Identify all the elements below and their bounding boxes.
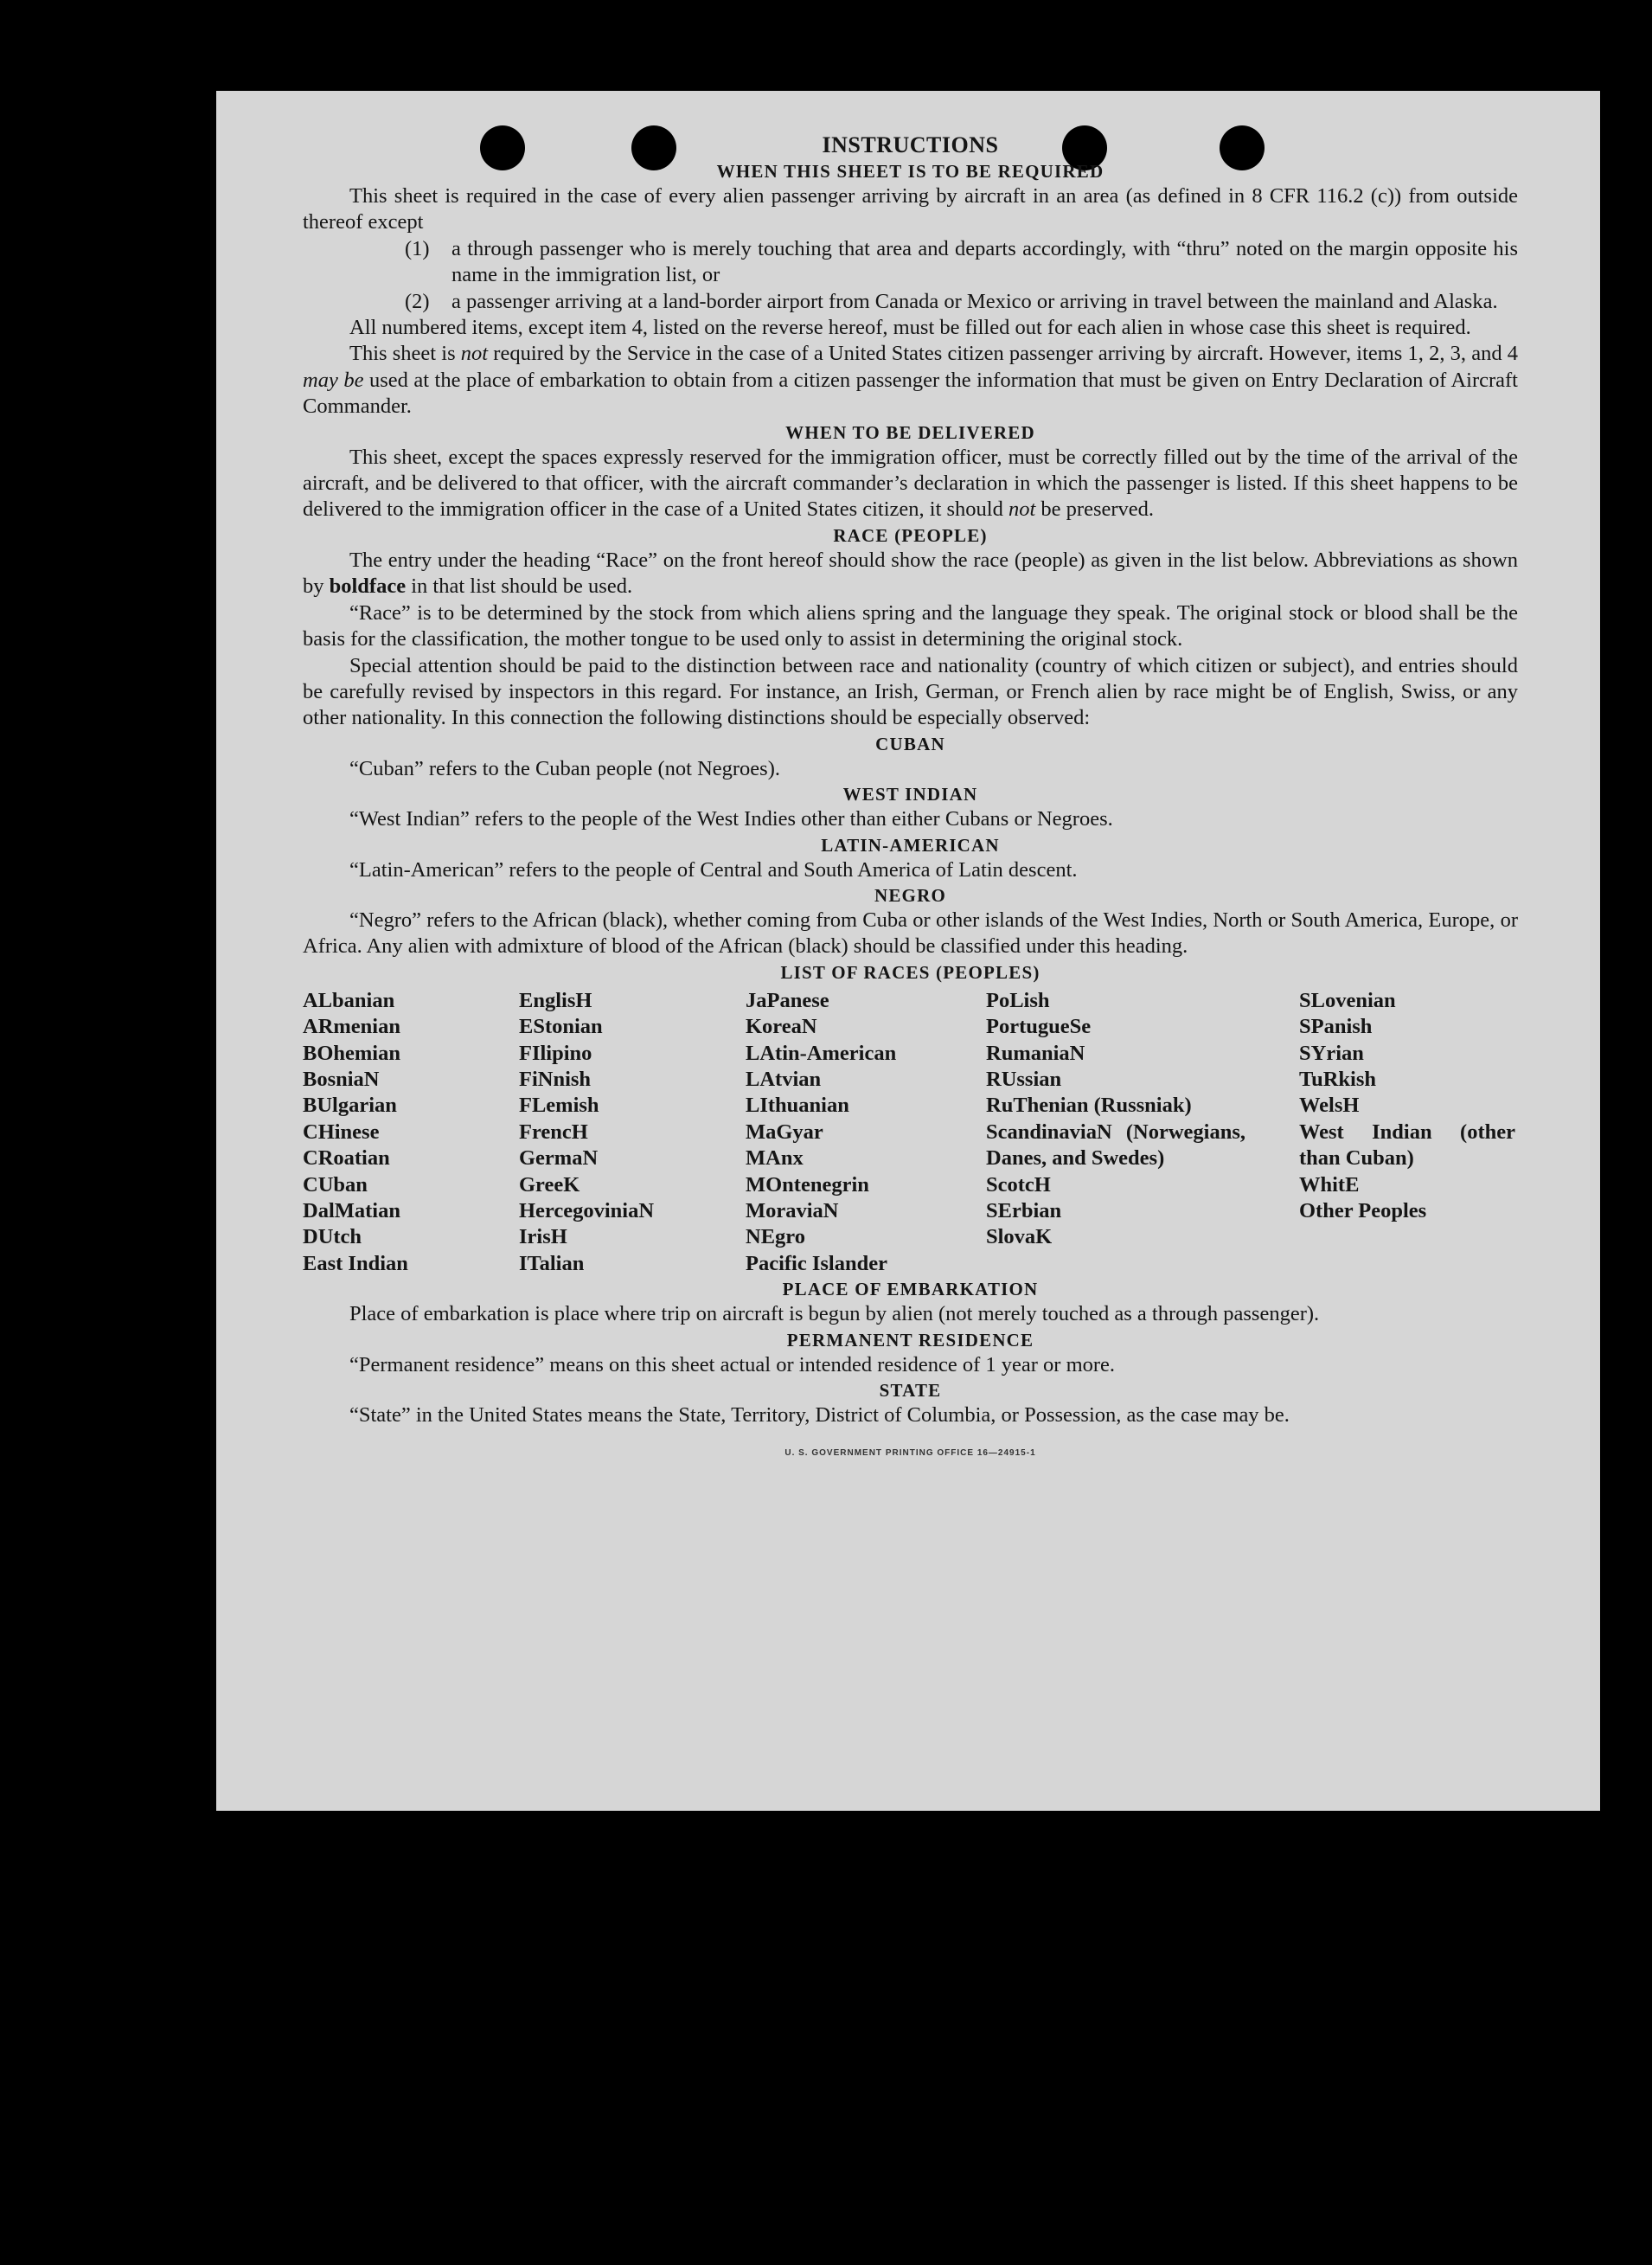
paragraph: “Cuban” refers to the Cuban people (not Negroes).	[349, 756, 780, 780]
race-item: SlovaK	[986, 1225, 1053, 1249]
race-item: DUtch	[303, 1225, 362, 1249]
section-heading-latin-american: LATIN-AMERICAN	[821, 834, 1000, 856]
race-item: ITalian	[519, 1251, 585, 1275]
race-item: JaPanese	[746, 988, 829, 1012]
paragraph: “State” in the United States means the State, Territory, District of Columbia, or Possession, as the case may be.	[349, 1403, 1290, 1428]
races-column	[1299, 988, 1524, 1277]
race-item: RUssian	[986, 1067, 1062, 1091]
race-item: FLemish	[519, 1094, 599, 1118]
race-item: WhitE	[1299, 1172, 1360, 1197]
race-item: East Indian	[303, 1251, 408, 1275]
race-item: BUlgarian	[303, 1094, 397, 1118]
race-item: CHinese	[303, 1120, 380, 1144]
races-column	[519, 988, 746, 1277]
paragraph: This sheet, except the spaces expressly reserved for the immigration officer, must be correctly filled out by the time of the arrival of the aircraft, and be delivered to that officer, with the aircraft commander’s declaration in which the passenger is listed. If this sheet happens to be delivered to the immigration officer in the case of a United States citizen, it should not be preserved.	[303, 445, 1518, 522]
paragraph: “West Indian” refers to the people of the West Indies other than either Cubans or Negroes.	[349, 807, 1113, 831]
race-item: NEgro	[746, 1225, 805, 1249]
race-item: HercegoviniaN	[519, 1199, 655, 1222]
race-item: FrencH	[519, 1120, 588, 1144]
race-item: MOntenegrin	[746, 1172, 869, 1197]
paragraph: “Race” is to be determined by the stock from which aliens spring and the language they speak. The original stock or blood shall be the basis for the classification, the mother tongue to be used only to assist in determining the original stock.	[303, 600, 1518, 651]
section-heading-list-of-races: LIST OF RACES (PEOPLES)	[780, 961, 1041, 983]
paragraph: The entry under the heading “Race” on the front hereof should show the race (people) as given in the list below. Abbreviations as shown by boldface in that list should be used.	[303, 548, 1518, 599]
race-item: KoreaN	[746, 1015, 817, 1039]
race-item: DalMatian	[303, 1199, 400, 1222]
races-column	[746, 988, 986, 1277]
race-item: GreeK	[519, 1172, 580, 1197]
race-item: ScotcH	[986, 1172, 1051, 1197]
section-heading-race: RACE (PEOPLE)	[833, 524, 988, 546]
race-item: FIlipino	[519, 1041, 592, 1065]
race-item: MaGyar	[746, 1120, 823, 1144]
race-item: RuThenian (Russniak)	[986, 1094, 1192, 1118]
paragraph: Special attention should be paid to the distinction between race and nationality (country of which citizen or subject), and entries should be carefully revised by inspectors in this regard. For instance, an Irish, German, or French alien by race might be of English, Swiss, or any other nationality. In this connection the following distinctions should be especially observed:	[303, 653, 1518, 730]
printer-imprint: U. S. GOVERNMENT PRINTING OFFICE 16—24915-1	[784, 1448, 1036, 1459]
race-item: CRoatian	[303, 1146, 390, 1171]
race-item: ScandinaviaN (Norwegians, Danes, and Swedes)	[986, 1120, 1245, 1171]
section-heading-cuban: CUBAN	[875, 733, 945, 754]
race-item: SPanish	[1299, 1015, 1373, 1039]
race-item: EnglisH	[519, 988, 592, 1012]
paragraph: This sheet is required in the case of every alien passenger arriving by aircraft in an area (as defined in 8 CFR 116.2 (c)) from outside thereof except	[303, 184, 1518, 234]
race-item: ALbanian	[303, 988, 395, 1012]
race-item: EStonian	[519, 1015, 603, 1039]
race-item: BosniaN	[303, 1067, 380, 1091]
paragraph: This sheet is not required by the Service in the case of a United States citizen passenger arriving by aircraft. However, items 1, 2, 3, and 4 may be used at the place of embarkation to obtain from a citizen passenger the information that must be given on Entry Declaration of Aircraft Commander.	[303, 342, 1519, 419]
races-column	[303, 988, 519, 1277]
races-table	[303, 988, 1518, 1277]
section-heading-residence: PERMANENT RESIDENCE	[786, 1329, 1034, 1351]
list-item	[303, 236, 1518, 289]
paragraph: “Latin-American” refers to the people of Central and South America of Latin descent.	[349, 857, 1078, 882]
item-number: (2)	[405, 289, 430, 313]
race-item: BOhemian	[303, 1041, 400, 1065]
race-item: IrisH	[519, 1225, 567, 1249]
race-item: PortugueSe	[986, 1015, 1092, 1039]
section-heading-state: STATE	[879, 1380, 942, 1402]
race-item: MAnx	[746, 1146, 804, 1171]
race-item: Other Peoples	[1299, 1199, 1427, 1222]
instruction-sheet	[216, 91, 1600, 1811]
race-item: TuRkish	[1299, 1067, 1377, 1091]
race-item: GermaN	[519, 1146, 599, 1171]
race-item: PoLish	[986, 988, 1050, 1012]
race-item: SYrian	[1299, 1041, 1364, 1065]
race-item: SErbian	[986, 1199, 1062, 1222]
race-item: WelsH	[1299, 1094, 1360, 1118]
paragraph: “Permanent residence” means on this sheet actual or intended residence of 1 year or more.	[349, 1352, 1116, 1376]
page-title: INSTRUCTIONS	[822, 132, 999, 157]
paragraph: “Negro” refers to the African (black), whether coming from Cuba or other islands of the West Indies, North or South America, Europe, or Africa. Any alien with admixture of blood of the African (black) should be classified under this heading.	[303, 908, 1518, 959]
race-item: SLovenian	[1299, 988, 1396, 1012]
races-column	[986, 988, 1299, 1277]
race-item: FiNnish	[519, 1067, 592, 1091]
item-text: a through passenger who is merely touching that area and departs accordingly, with “thru” noted on the margin opposite his name in the immigration list, or	[451, 236, 1518, 287]
race-item: LIthuanian	[746, 1094, 849, 1118]
item-text: a passenger arriving at a land-border airport from Canada or Mexico or arriving in travel between the mainland and Alaska.	[451, 289, 1498, 313]
race-item: Pacific Islander	[746, 1251, 887, 1275]
section-heading-embarkation: PLACE OF EMBARKATION	[782, 1279, 1039, 1300]
race-item: CUban	[303, 1172, 368, 1197]
item-number: (1)	[405, 236, 430, 260]
section-heading-when-required: WHEN THIS SHEET IS TO BE REQUIRED	[716, 161, 1105, 182]
section-heading-west-indian: WEST INDIAN	[842, 784, 978, 805]
sheet-content	[303, 132, 1518, 1467]
race-item: ARmenian	[303, 1015, 400, 1039]
section-heading-negro: NEGRO	[874, 884, 946, 906]
race-item: LAtvian	[746, 1067, 822, 1091]
paragraph: Place of embarkation is place where trip on aircraft is begun by alien (not merely touched as a through passenger).	[349, 1302, 1320, 1326]
race-item: West Indian (other than Cuban)	[1299, 1120, 1515, 1171]
race-item: RumaniaN	[986, 1041, 1085, 1065]
list-item	[303, 289, 1518, 315]
section-heading-when-delivered: WHEN TO BE DELIVERED	[785, 421, 1035, 443]
race-item: LAtin-American	[746, 1041, 897, 1065]
race-item: MoraviaN	[746, 1199, 839, 1222]
paragraph: All numbered items, except item 4, listed on the reverse hereof, must be filled out for each alien in whose case this sheet is required.	[349, 316, 1471, 340]
